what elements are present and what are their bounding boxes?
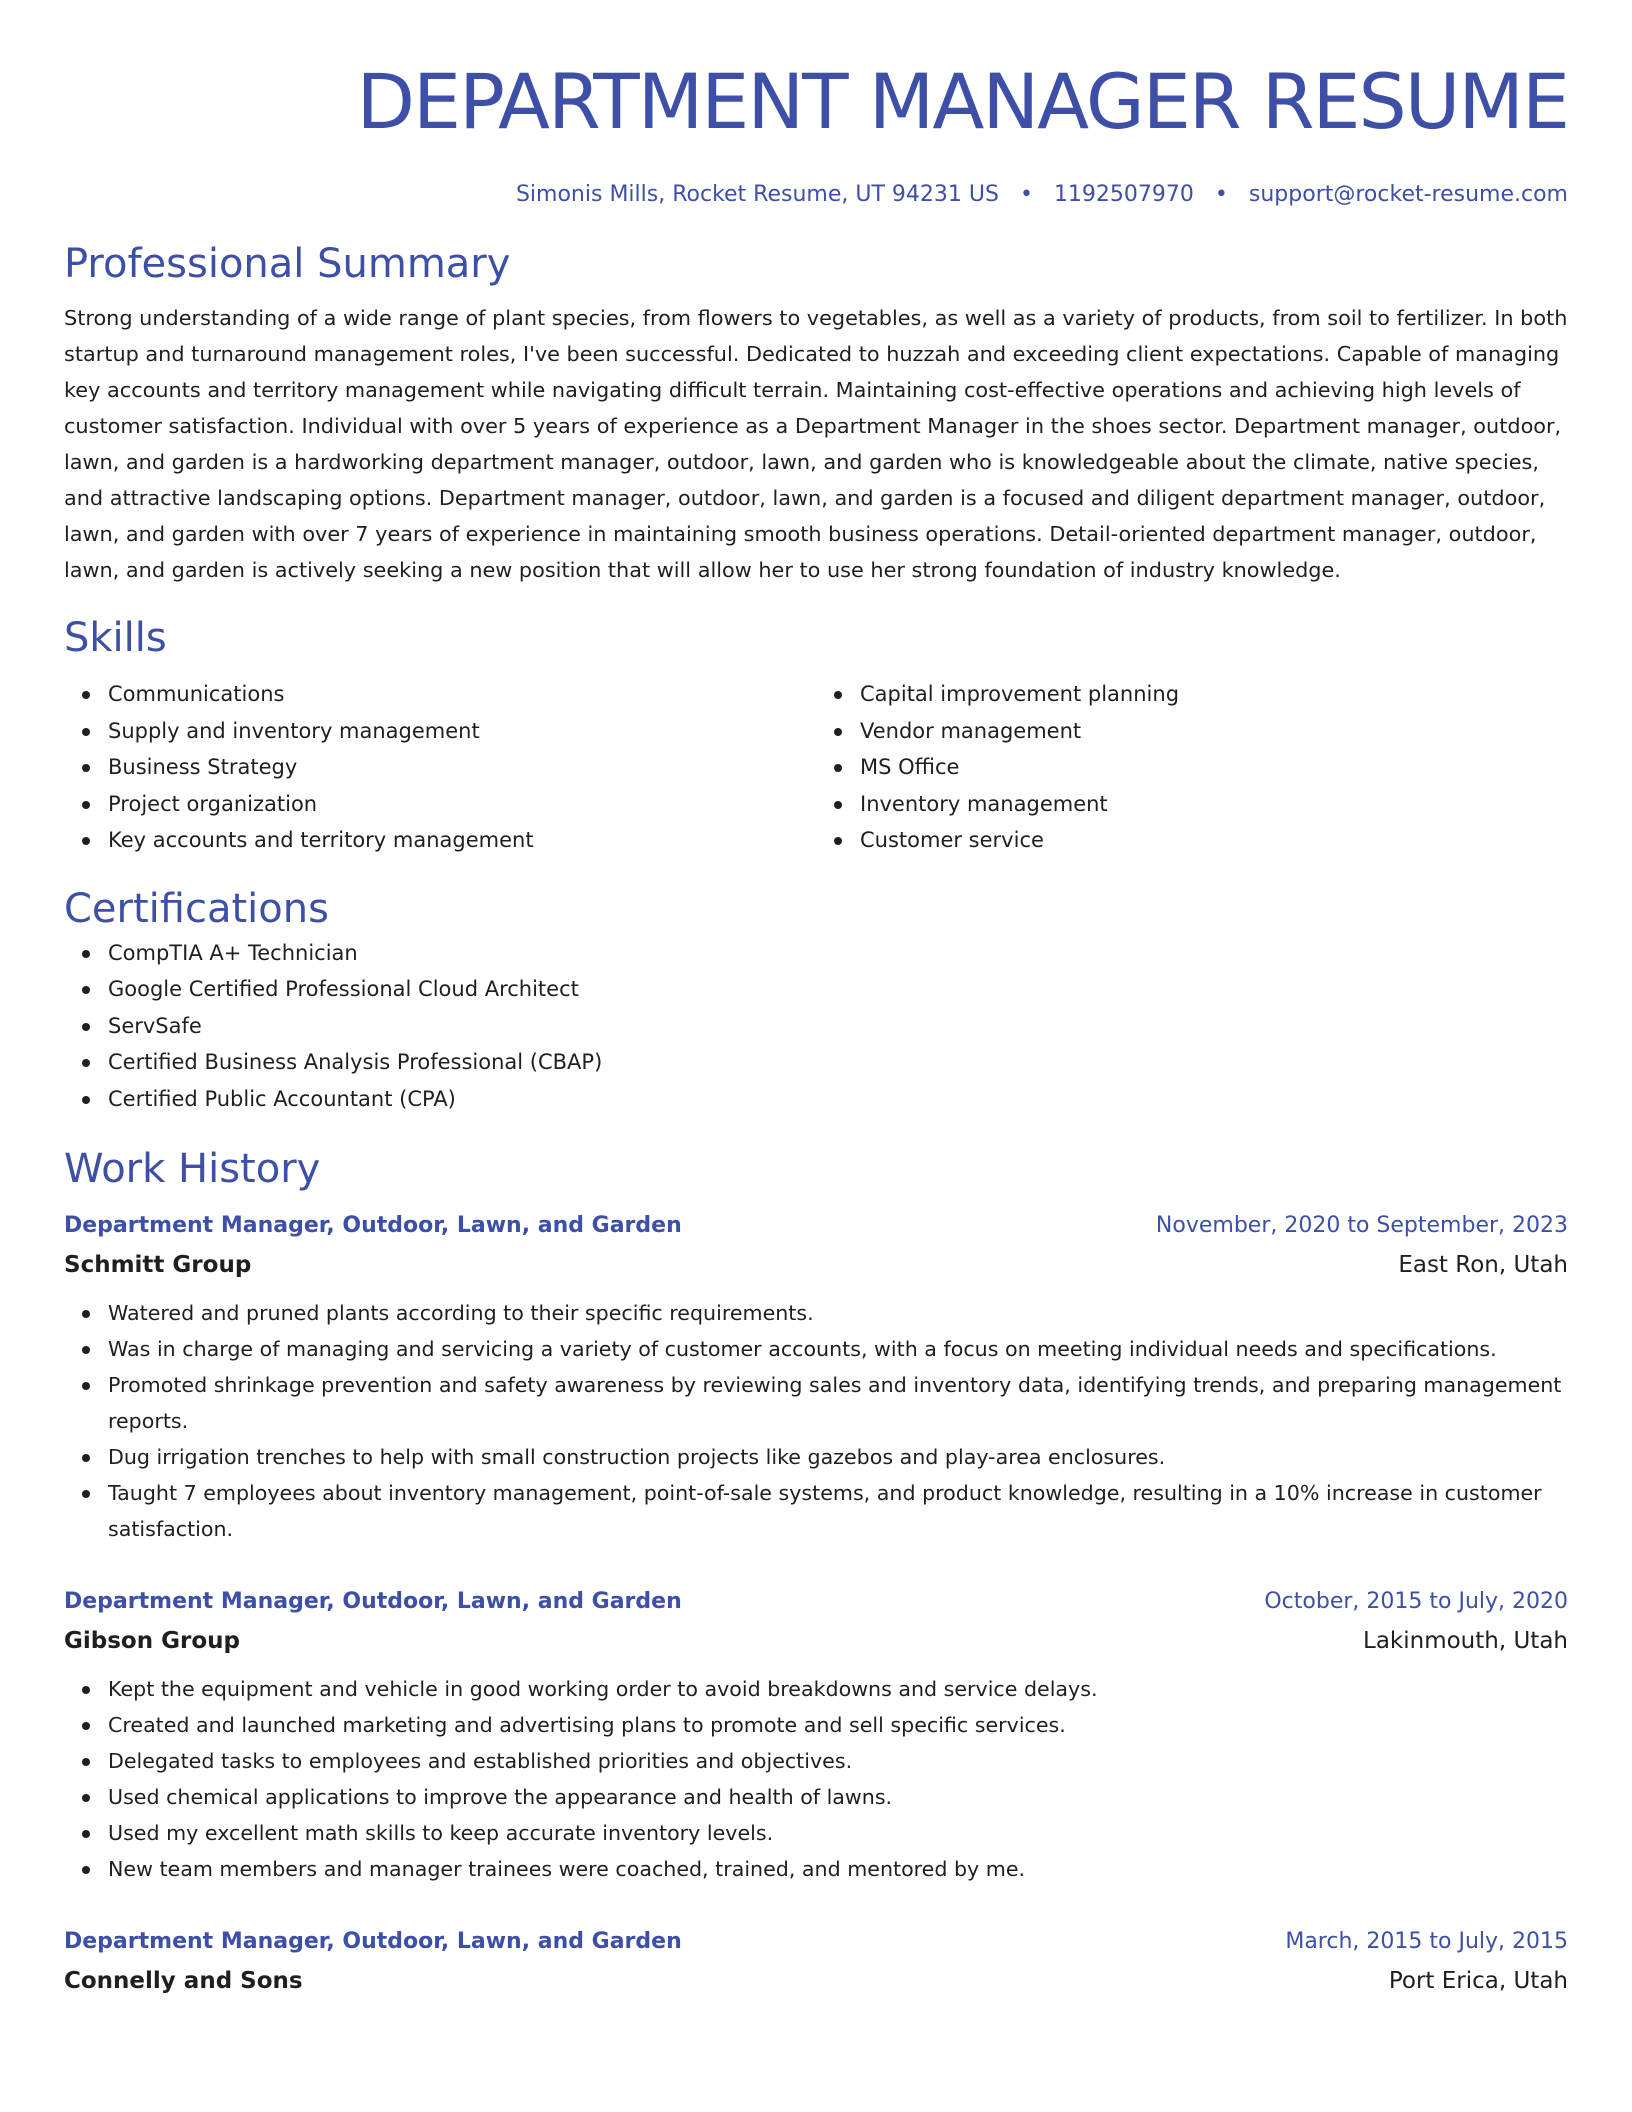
certification-item: ServSafe [108, 1008, 1568, 1045]
skill-item: Business Strategy [108, 749, 816, 786]
skill-item: Customer service [860, 822, 1568, 859]
skills-heading: Skills [64, 615, 167, 661]
job-duty: Delegated tasks to employees and established priorities and objectives. [108, 1743, 1568, 1779]
skills-list-left [64, 676, 816, 859]
skills-columns [64, 676, 1568, 859]
skill-item: Capital improvement planning [860, 676, 1568, 713]
skills-list-right [816, 676, 1568, 859]
skill-item: Inventory management [860, 786, 1568, 823]
job-location: East Ron, Utah [1398, 1252, 1568, 1278]
job-dates: October, 2015 to July, 2020 [1264, 1589, 1568, 1614]
skill-item: Supply and inventory management [108, 713, 816, 750]
skill-item: Key accounts and territory management [108, 822, 816, 859]
contact-phone: 1192507970 [1053, 182, 1194, 207]
job-duties [64, 1295, 1568, 1547]
job-duty: Created and launched marketing and advertising plans to promote and sell specific services. [108, 1707, 1568, 1743]
job-duty: Dug irrigation trenches to help with small construction projects like gazebos and play-area enclosures. [108, 1439, 1568, 1475]
job-subheader [64, 1245, 1568, 1285]
contact-address: Simonis Mills, Rocket Resume, UT 94231 US [515, 182, 999, 207]
job-title: Department Manager, Outdoor, Lawn, and Garden [64, 1213, 682, 1238]
job-title: Department Manager, Outdoor, Lawn, and Garden [64, 1589, 682, 1614]
job-dates: March, 2015 to July, 2015 [1285, 1929, 1568, 1954]
certification-item: Google Certified Professional Cloud Architect [108, 971, 1568, 1008]
certifications-list [64, 935, 1568, 1118]
contact-line [64, 180, 1568, 210]
job-subheader [64, 1621, 1568, 1661]
contact-email: support@rocket-resume.com [1248, 182, 1568, 207]
job-header [64, 1923, 1568, 1961]
job-entry [64, 1923, 1568, 2001]
job-header [64, 1207, 1568, 1245]
job-duty: Promoted shrinkage prevention and safety awareness by reviewing sales and inventory data, identifying trends, and preparing management reports. [108, 1367, 1568, 1439]
job-location: Lakinmouth, Utah [1363, 1628, 1568, 1654]
contact-separator: • [1214, 182, 1228, 207]
job-title: Department Manager, Outdoor, Lawn, and Garden [64, 1929, 682, 1954]
job-company: Schmitt Group [64, 1252, 252, 1278]
job-company: Gibson Group [64, 1628, 240, 1654]
job-duty: Used chemical applications to improve the appearance and health of lawns. [108, 1779, 1568, 1815]
skill-item: Project organization [108, 786, 816, 823]
skill-item: Vendor management [860, 713, 1568, 750]
certifications-heading: Certifications [64, 885, 329, 932]
certification-item: CompTIA A+ Technician [108, 935, 1568, 972]
job-entry [64, 1583, 1568, 1887]
job-header [64, 1583, 1568, 1621]
job-subheader [64, 1961, 1568, 2001]
job-dates: November, 2020 to September, 2023 [1155, 1213, 1568, 1238]
job-duty: New team members and manager trainees were coached, trained, and mentored by me. [108, 1851, 1568, 1887]
job-duty: Used my excellent math skills to keep accurate inventory levels. [108, 1815, 1568, 1851]
resume-title: DEPARTMENT MANAGER RESUME [356, 57, 1568, 146]
certification-item: Certified Public Accountant (CPA) [108, 1081, 1568, 1118]
job-duty: Watered and pruned plants according to their specific requirements. [108, 1295, 1568, 1331]
job-location: Port Erica, Utah [1388, 1968, 1568, 1994]
work-history-heading: Work History [64, 1146, 321, 1192]
resume-page [64, 0, 1568, 2001]
summary-text: Strong understanding of a wide range of plant species, from flowers to vegetables, as well as a variety of products, from soil to fertilizer. In both startup and turnaround management roles, I've been successful. Dedicated to huzzah and exceeding client expectations. Capable of managing key accounts and territory management while navigating difficult terrain. Maintaining cost-effective operations and achieving high levels of customer satisfaction. Individual with over 5 years of experience as a Department Manager in the shoes sector. Department manager, outdoor, lawn, and garden is a hardworking department manager, outdoor, lawn, and garden who is knowledgeable about the climate, native species, and attractive landscaping options. Department manager, outdoor, lawn, and garden is a focused and diligent department manager, outdoor, lawn, and garden with over 7 years of experience in maintaining smooth business operations. Detail-oriented department manager, outdoor, lawn, and garden is actively seeking a new position that will allow her to use her strong foundation of industry knowledge. [64, 306, 1568, 582]
job-entry [64, 1207, 1568, 1547]
certification-item: Certified Business Analysis Professional (CBAP) [108, 1044, 1568, 1081]
job-company: Connelly and Sons [64, 1968, 303, 1994]
job-duty: Kept the equipment and vehicle in good working order to avoid breakdowns and service delays. [108, 1671, 1568, 1707]
job-duty: Was in charge of managing and servicing a variety of customer accounts, with a focus on meeting individual needs and specifications. [108, 1331, 1568, 1367]
skill-item: Communications [108, 676, 816, 713]
summary-heading: Professional Summary [64, 241, 511, 287]
job-duties [64, 1671, 1568, 1887]
skill-item: MS Office [860, 749, 1568, 786]
job-duty: Taught 7 employees about inventory management, point-of-sale systems, and product knowledge, resulting in a 10% increase in customer satisfaction. [108, 1475, 1568, 1547]
contact-separator: • [1019, 182, 1033, 207]
